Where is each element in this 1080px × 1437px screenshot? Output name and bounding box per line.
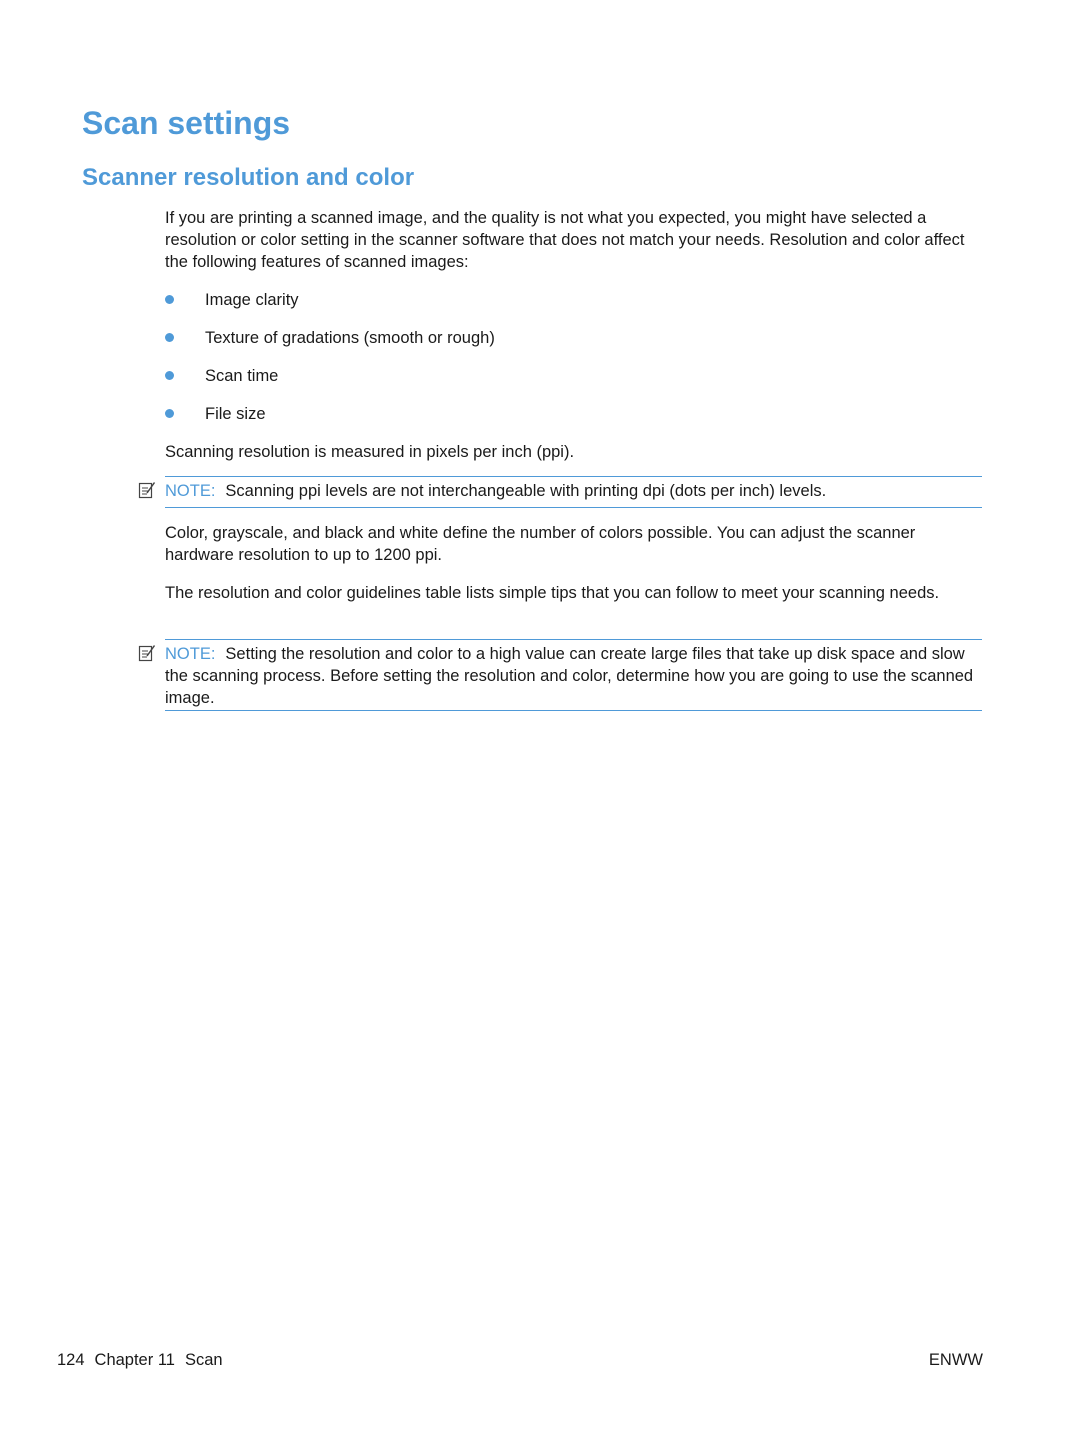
- section-title: Scanner resolution and color: [82, 164, 415, 191]
- list-item-text: Image clarity: [205, 291, 299, 309]
- chapter-label: Chapter 11: [94, 1351, 175, 1369]
- color-paragraph: Color, grayscale, and black and white define the number of colors possible. You can adjust the scanner hardware resolution to up to 1200 ppi.: [165, 524, 916, 564]
- intro-paragraph: If you are printing a scanned image, and the quality is not what you expected, you might have selected a resolution or color setting in the scanner software that does not match your needs. Resolution and color affect the following features of scanned images:: [165, 209, 965, 271]
- bullet-icon: [165, 409, 174, 418]
- page-number: 124: [57, 1351, 85, 1369]
- note-icon: [138, 644, 156, 662]
- bullet-icon: [165, 333, 174, 342]
- note-icon: [138, 481, 156, 499]
- section-label: Scan: [184, 1351, 223, 1369]
- note-label: NOTE:: [165, 645, 216, 663]
- footer-right: ENWW: [928, 1351, 983, 1369]
- note-label: NOTE:: [165, 482, 216, 500]
- bullet-icon: [165, 295, 174, 304]
- bullet-icon: [165, 371, 174, 380]
- note-box: [165, 476, 982, 508]
- note-box: [165, 639, 982, 711]
- page-title: Scan settings: [82, 105, 291, 141]
- measure-paragraph: Scanning resolution is measured in pixels per inch (ppi).: [165, 443, 575, 461]
- guidelines-paragraph: The resolution and color guidelines table lists simple tips that you can follow to meet your scanning needs.: [165, 584, 940, 602]
- note-text: Setting the resolution and color to a high value can create large files that take up disk space and slow the scanning process. Before setting the resolution and color, determine how you are going to use the scanned image.: [165, 645, 974, 707]
- note-text: Scanning ppi levels are not interchangeable with printing dpi (dots per inch) levels.: [225, 482, 827, 500]
- list-item-text: File size: [205, 405, 266, 423]
- list-item-text: Texture of gradations (smooth or rough): [205, 329, 495, 347]
- list-item-text: Scan time: [205, 367, 279, 385]
- footer-left: [57, 1349, 233, 1371]
